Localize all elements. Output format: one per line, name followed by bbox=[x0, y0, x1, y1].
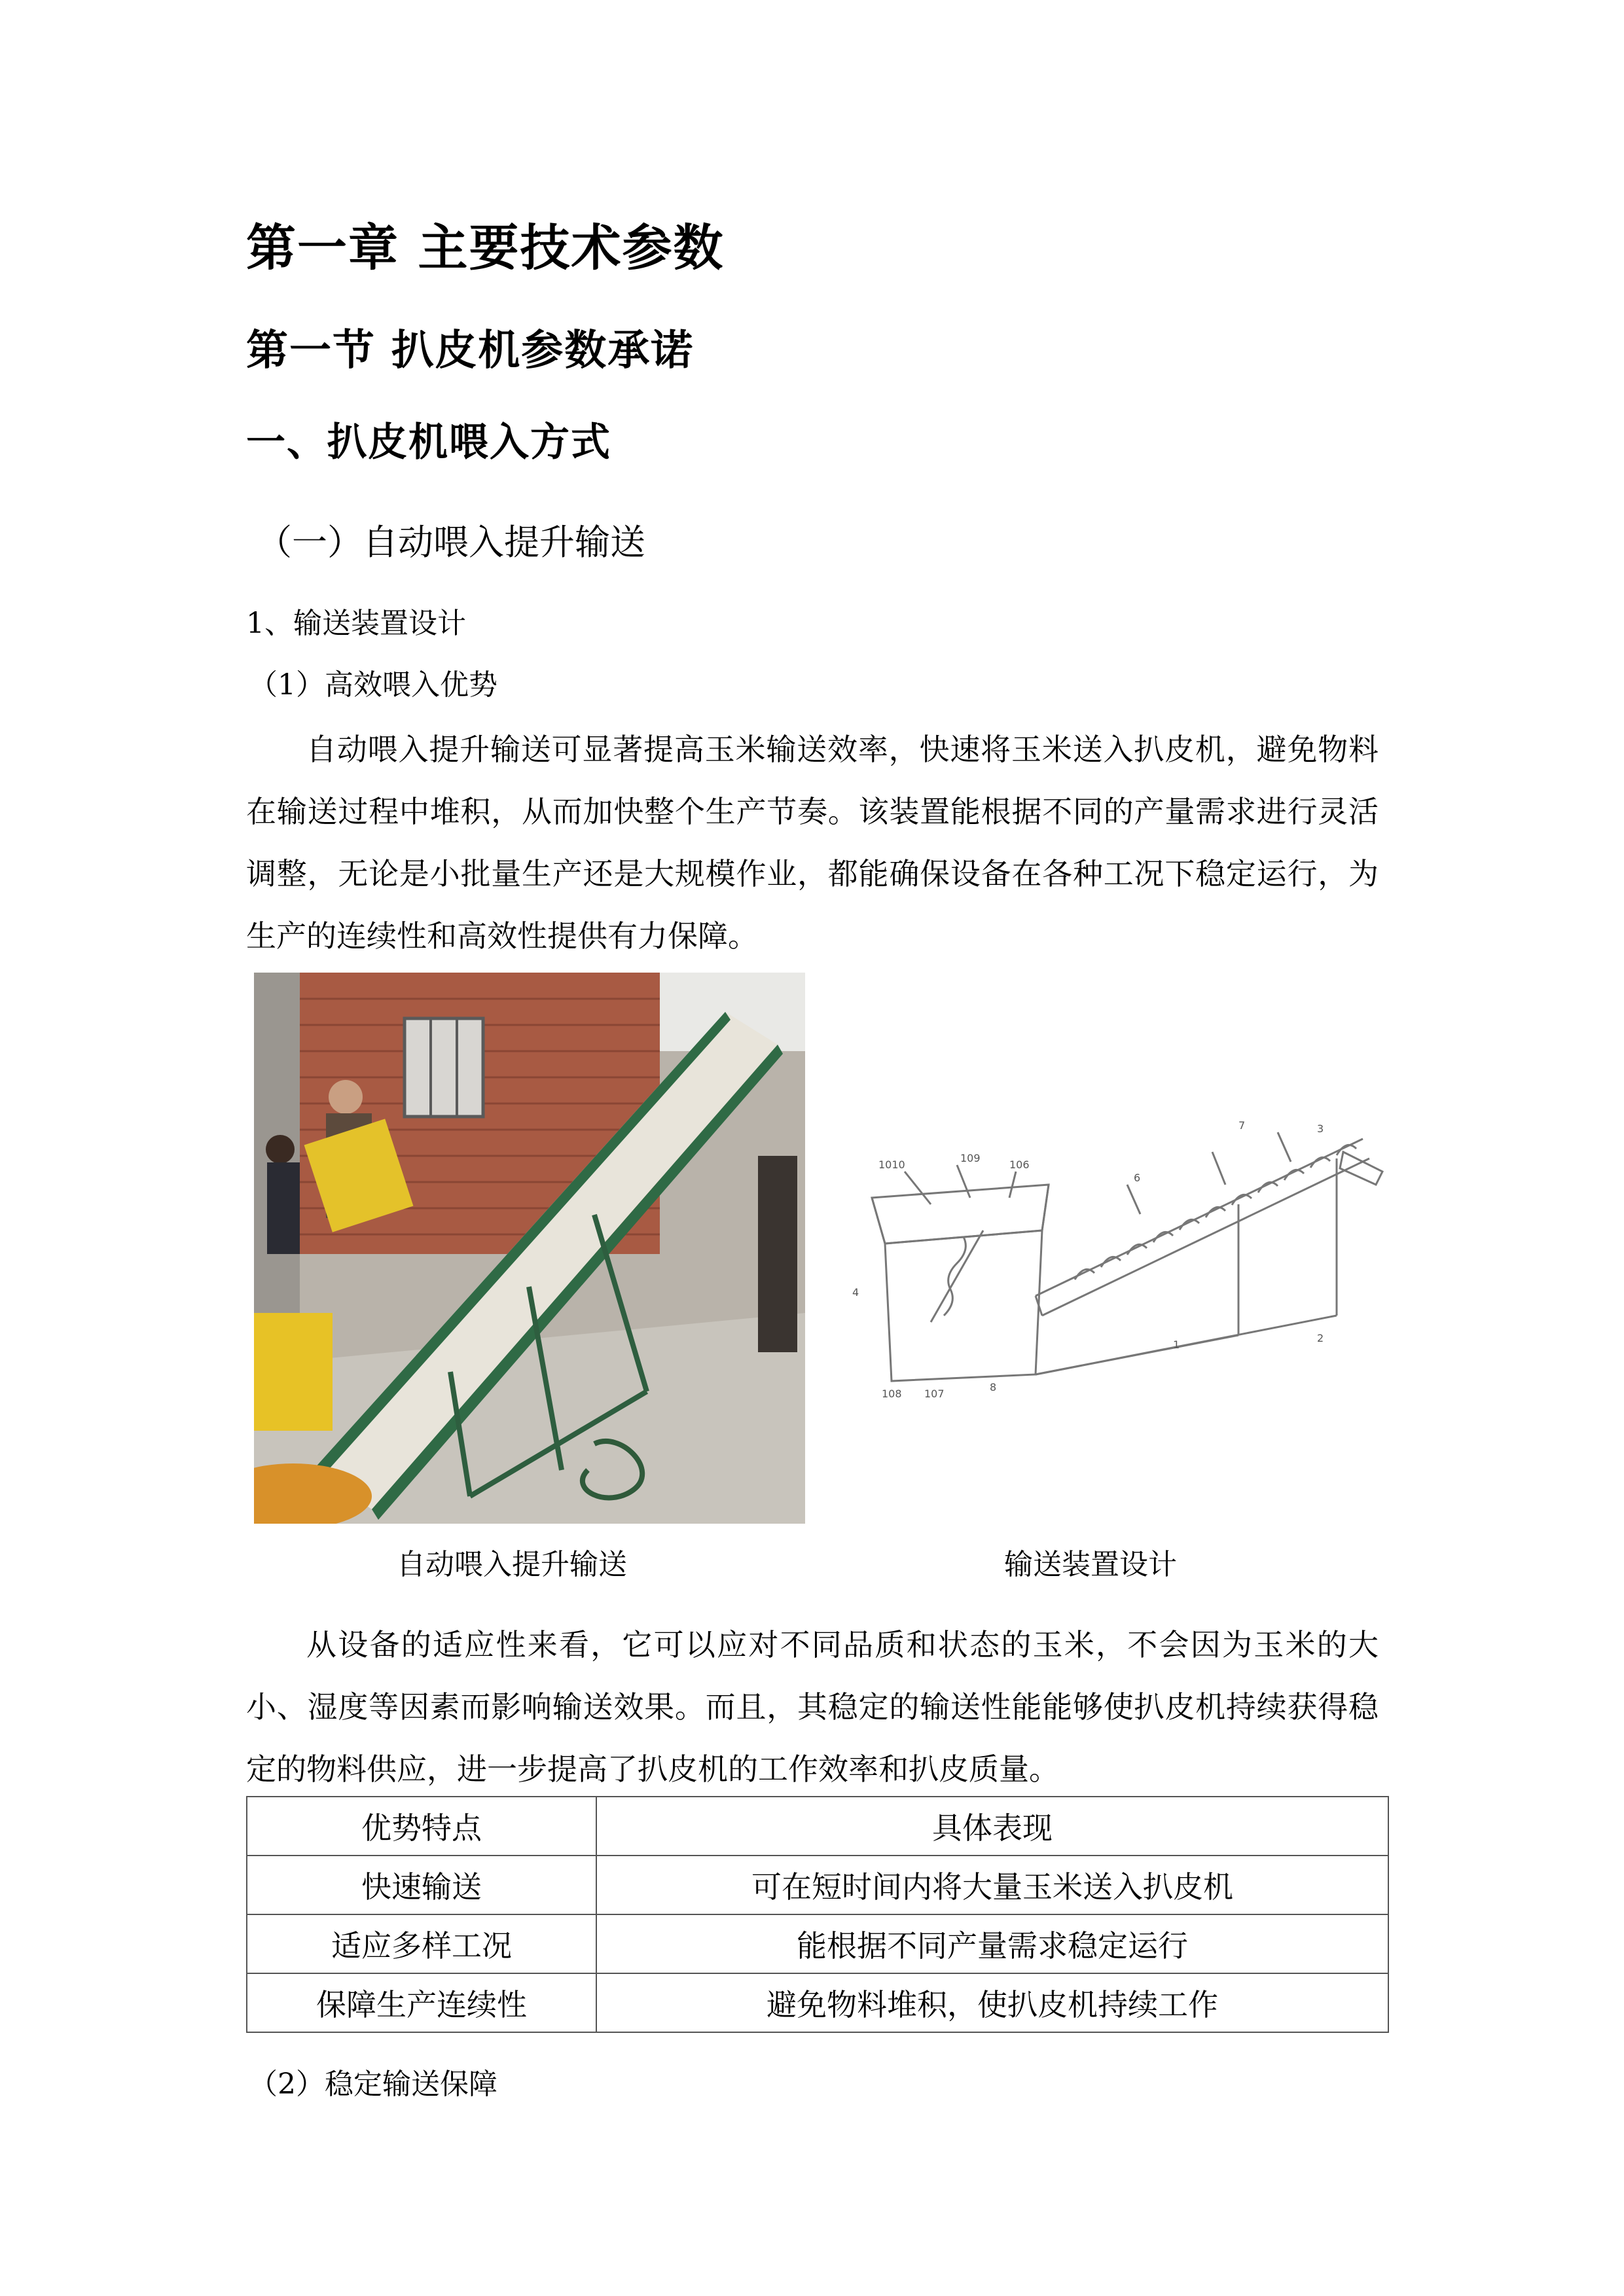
table-cell: 能根据不同产量需求稳定运行 bbox=[596, 1914, 1388, 1973]
point-heading-1: （1）高效喂入优势 bbox=[249, 668, 497, 702]
drawing-label: 106 bbox=[1009, 1158, 1030, 1171]
subsection-title: （一）自动喂入提升输送 bbox=[257, 522, 645, 563]
table-cell: 可在短时间内将大量玉米送入扒皮机 bbox=[596, 1856, 1388, 1914]
conveyor-design-drawing bbox=[820, 1100, 1384, 1401]
table-header-row bbox=[247, 1797, 1388, 1856]
point-heading-2: （2）稳定输送保障 bbox=[249, 2068, 497, 2101]
table-header-cell: 具体表现 bbox=[596, 1797, 1388, 1856]
advantages-table bbox=[246, 1796, 1389, 2033]
drawing-label: 6 bbox=[1134, 1172, 1141, 1184]
table-cell: 快速输送 bbox=[247, 1856, 596, 1914]
part-title: 一、扒皮机喂入方式 bbox=[246, 420, 611, 465]
drawing-label: 1010 bbox=[878, 1158, 905, 1171]
chapter-title: 第一章 主要技术参数 bbox=[246, 219, 725, 277]
table-cell: 保障生产连续性 bbox=[247, 1973, 596, 2032]
drawing-label: 7 bbox=[1238, 1119, 1246, 1132]
item-heading: 1、输送装置设计 bbox=[246, 607, 466, 640]
drawing-label: 2 bbox=[1317, 1332, 1324, 1344]
paragraph-adaptability: 从设备的适应性来看，它可以应对不同品质和状态的玉米，不会因为玉米的大小、湿度等因素而影响输送效果。而且，其稳定的输送性能能够使扒皮机持续获得稳定的物料供应，进一步提高了扒皮机的工作效率和扒皮质量。 bbox=[246, 1627, 1379, 1787]
table-header-cell: 优势特点 bbox=[247, 1797, 596, 1856]
section-title: 第一节 扒皮机参数承诺 bbox=[246, 327, 695, 375]
table-cell: 适应多样工况 bbox=[247, 1914, 596, 1973]
photo-caption: 自动喂入提升输送 bbox=[397, 1548, 627, 1581]
drawing-label: 107 bbox=[924, 1388, 945, 1400]
drawing-label: 4 bbox=[852, 1286, 859, 1299]
table-row bbox=[247, 1914, 1388, 1973]
drawing-caption: 输送装置设计 bbox=[1004, 1548, 1177, 1581]
drawing-label: 3 bbox=[1317, 1122, 1324, 1135]
drawing-label: 109 bbox=[960, 1152, 981, 1164]
table-cell: 避免物料堆积，使扒皮机持续工作 bbox=[596, 1973, 1388, 2032]
paragraph-efficiency: 自动喂入提升输送可显著提高玉米输送效率，快速将玉米送入扒皮机，避免物料在输送过程中堆积，从而加快整个生产节奏。该装置能根据不同的产量需求进行灵活调整，无论是小批量生产还是大规模作业，都能确保设备在各种工况下稳定运行，为生产的连续性和高效性提供有力保障。 bbox=[246, 732, 1379, 954]
drawing-label: 1 bbox=[1173, 1338, 1180, 1351]
table-row bbox=[247, 1856, 1388, 1914]
table-row bbox=[247, 1973, 1388, 2032]
drawing-label: 8 bbox=[990, 1381, 997, 1393]
conveyor-photo bbox=[254, 973, 805, 1524]
drawing-label: 108 bbox=[882, 1388, 902, 1400]
